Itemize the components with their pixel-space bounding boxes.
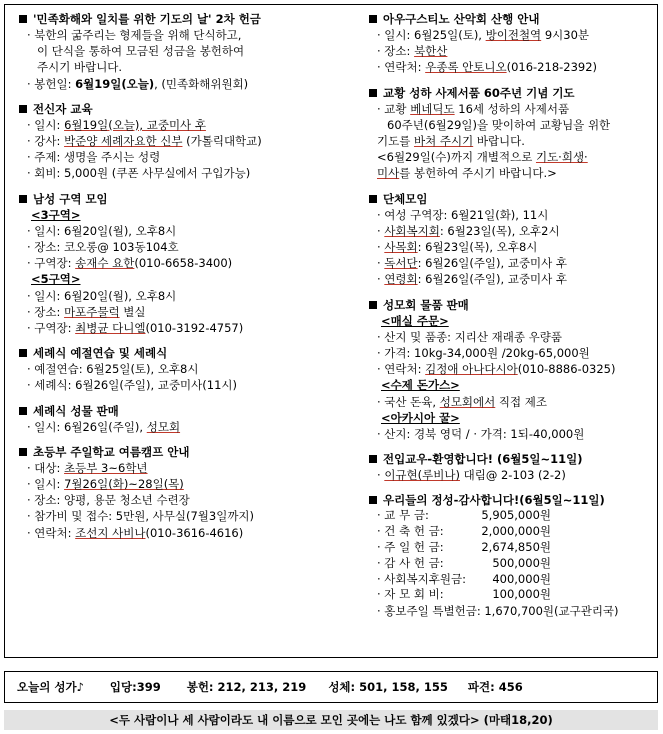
text-line: · 이규현(루비나) 대림@ 2-103 (2-2) [377,468,566,483]
text-line: 기도를 바쳐 주시기 바랍니다. [377,134,525,149]
text-line: · 사목회: 6월23일(목), 오후8시 [377,240,538,255]
text-line: 이 단식을 통하여 모금된 성금을 봉헌하여 [37,44,245,59]
section-title: 단체모임 [367,191,655,207]
section-title: 전입교우-환영합니다! (6월5일~11일) [367,451,655,467]
square-bullet-icon [369,301,377,309]
text-line: · 구역장: 송재수 요한(010-6658-3400) [27,256,233,271]
offering-row: · 주 일 헌 금: 2,674,850원 [377,540,551,555]
section-baptism-goods-sale [17,403,337,435]
section-title: 세례식 성물 판매 [17,403,337,419]
section-title: 성모회 물품 판매 [367,297,655,313]
section-title: 교황 성하 사제서품 60주년 기념 기도 [367,85,655,101]
right-column [367,11,655,628]
text-line: · 홍보주일 특별헌금: 1,670,700원(교구관리국) [377,604,619,619]
text-line: 60주년(6월29일)을 맞이하여 교황님을 위한 [387,117,611,132]
square-bullet-icon [19,15,27,23]
text-line: · 산지 및 품종: 지리산 재래종 우량품 [377,329,562,344]
subheading: <5구역> [31,272,81,287]
text-line: · 장소: 북한산 [377,44,448,59]
section-title: 아우구스티노 산악회 산행 안내 [367,11,655,27]
subheading: <3구역> [31,207,81,222]
bulletin-frame [4,4,658,658]
section-hiking-club [367,11,655,76]
offering-row: · 사회복지후원금: 400,000원 [377,571,551,586]
text-line: · 장소: 양평, 용문 청소년 수련장 [27,493,190,508]
text-line: · 가격: 10kg-34,000원 /20kg-65,000원 [377,346,590,361]
text-line: · 산지: 경북 영덕 / · 가격: 1되-40,000원 [377,427,585,442]
section-pope-anniversary-prayer [367,85,655,182]
square-bullet-icon [369,195,377,203]
text-line: · 국산 돈육, 성모회에서 직접 제조 [377,394,548,409]
scripture-quote: <두 사람이나 세 사람이라도 내 이름으로 모인 곳에는 나도 함께 있겠다> (마태18,20) [4,710,658,730]
text-line: · 주제: 생명을 주시는 성령 [27,150,161,165]
text-line: · 참가비 및 접수: 5만원, 사무실(7월3일까지) [27,509,255,524]
offering-row: · 자 모 회 비: 100,000원 [377,587,551,602]
section-offerings [367,492,655,619]
square-bullet-icon [19,448,27,456]
section-title: 우리들의 정성-감사합니다!(6월5일~11일) [367,492,655,508]
text-line: · 북한의 굶주리는 형제들을 위해 단식하고, [27,28,242,42]
square-bullet-icon [369,455,377,463]
text-line: · 교황 베네딕도 16세 성하의 사제서품 [377,101,570,116]
left-column [17,11,337,550]
text-line: · 일시: 6월26일(주일), 성모회 [27,419,181,434]
text-line: · 예절연습: 6월25일(토), 오후8시 [27,362,199,377]
text-line: · 구역장: 최병균 다니엘(010-3192-4757) [27,321,244,336]
section-title: 남성 구역 모임 [17,191,337,207]
subheading: <수제 돈가스> [381,378,460,393]
section-mothers-goods-sale [367,297,655,443]
offering-date: 6월19일(오늘) [75,76,155,91]
text-line: · 회비: 5,000원 (쿠폰 사무실에서 구입가능) [27,166,251,181]
text-line: · 일시: 6월19일(오늘), 교중미사 후 [27,117,206,132]
hymns-label: 오늘의 성가♪ [17,680,84,694]
subheading: <아카시아 꿀> [381,410,460,425]
text-line: · 연락처: 우종록 안토니오(016-218-2392) [377,60,598,75]
text-line: · 여성 구역장: 6월21일(화), 11시 [377,207,549,222]
text-line: · 연락처: 김정애 아나다시아(010-8886-0325) [377,362,616,377]
hymn-entrance: 입당:399 [109,680,161,694]
hymn-communion: 성체: 501, 158, 155 [328,680,448,694]
text-line: · 일시: 6월25일(토), 방이전철역 9시30분 [377,28,589,42]
section-baptism-rehearsal [17,345,337,393]
text-line: · 대상: 초등부 3~6학년 [27,460,148,475]
text-line: · 장소: 코오롱@ 103동104호 [27,240,179,255]
text-line: · 독서단: 6월26일(주일), 교중미사 후 [377,256,568,271]
section-title: '민족화해와 일치를 위한 기도의 날' 2차 헌금 [17,11,337,27]
text-line: · 연령회: 6월26일(주일), 교중미사 후 [377,272,568,287]
section-group-meetings [367,191,655,288]
text-line: · 강사: 박준양 세례자요한 신부 (가톨릭대학교) [27,134,262,149]
section-summer-camp [17,444,337,541]
subheading: <매실 주문> [381,313,449,328]
text-line: · 사회복지회: 6월23일(목), 오후2시 [377,223,560,238]
text-line: · 일시: 6월20일(월), 오후8시 [27,223,177,238]
text-line: 미사를 봉헌하여 주시기 바랍니다.> [377,166,557,181]
text-line: · 연락처: 조선지 사비나(010-3616-4616) [27,525,244,540]
section-title: 전신자 교육 [17,101,337,117]
hymn-offertory: 봉헌: 212, 213, 219 [186,680,307,694]
offering-row: · 감 사 헌 금: 500,000원 [377,555,551,570]
square-bullet-icon [19,349,27,357]
section-peace-prayer-collection [17,11,337,92]
square-bullet-icon [369,496,377,504]
offering-row: · 건 축 헌 금: 2,000,000원 [377,524,551,539]
square-bullet-icon [19,407,27,415]
square-bullet-icon [19,195,27,203]
square-bullet-icon [369,15,377,23]
square-bullet-icon [369,89,377,97]
text-line: · 장소: 마포주물럭 별실 [27,304,146,319]
hymns-bar [4,671,658,703]
section-all-believers-education [17,101,337,182]
offering-row: · 교 무 금: 5,905,000원 [377,508,551,523]
text-line: <6월29일(수)까지 개별적으로 기도·희생· [377,150,588,165]
text-line: · 세례식: 6월26일(주일), 교중미사(11시) [27,378,237,393]
section-title: 세례식 예절연습 및 세례식 [17,345,337,361]
text-line: · 봉헌일: 6월19일(오늘), (민족화해위원회) [27,76,249,91]
section-title: 초등부 주일학교 여름캠프 안내 [17,444,337,460]
square-bullet-icon [19,105,27,113]
section-new-parishioners [367,451,655,483]
text-line: · 일시: 6월20일(월), 오후8시 [27,288,177,303]
text-line: 주시기 바랍니다. [37,60,123,75]
hymn-recessional: 파견: 456 [467,680,523,694]
section-male-district-meeting [17,191,337,337]
text-line: · 일시: 7월26일(화)~28일(목) [27,477,184,492]
